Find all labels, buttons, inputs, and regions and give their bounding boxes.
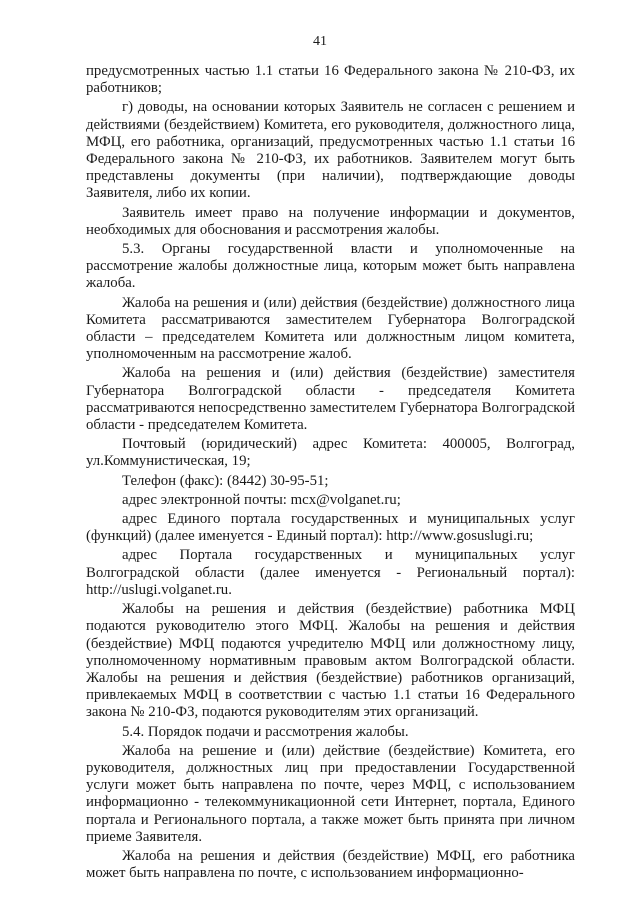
paragraph: Жалобы на решения и действия (бездействие) работника МФЦ подаются руководителю этого МФЦ. Жалобы на решения и действия (бездействие) МФЦ подаются учредителю МФЦ или должностному лицу, уполномоченному нормативным правовым актом Волгоградской области. Жалобы на решения и действия (бездействие) работников организаций, привлекаемых МФЦ в соответствии с частью 1.1 статьи 16 Федерального закона № 210-ФЗ, подаются руководителям этих организаций. [86, 601, 575, 721]
paragraph: адрес электронной почты: mcx@volganet.ru; [122, 491, 401, 508]
paragraph: 5.3. Органы государственной власти и уполномоченные на рассмотрение жалобы должностные лица, которым может быть направлена жалоба. [86, 241, 575, 292]
paragraph: адрес Портала государственных и муниципальных услуг Волгоградской области (далее именуется - Региональный портал): http://uslugi.volganet.ru. [86, 547, 575, 598]
paragraph: предусмотренных частью 1.1 статьи 16 Федерального закона № 210-ФЗ, их работников; [86, 63, 575, 97]
paragraph: Жалоба на решения и действия (бездействие) МФЦ, его работника может быть направлена по почте, с использованием информационно- [86, 847, 575, 882]
paragraph: Жалоба на решение и (или) действие (бездействие) Комитета, его руководителя, должностных лиц при предоставлении Государственной услуги может быть направлена по почте, через МФЦ, с использованием информационно - телекоммуникационной сети Интернет, портала, Единого портала и Регионального портала, а также может быть принята при личном приеме Заявителя. [86, 742, 575, 845]
page-number: 41 [313, 34, 327, 49]
document-body [86, 63, 575, 884]
paragraph: 5.4. Порядок подачи и рассмотрения жалобы. [122, 723, 409, 740]
paragraph: г) доводы, на основании которых Заявитель не согласен с решением и действиями (бездействием) Комитета, его руководителя, должностного лица, МФЦ, его работника, организаций, предусмотренных частью 1.1 статьи 16 Федерального закона № 210-ФЗ, их работников. Заявителем могут быть представлены документы (при наличии), подтверждающие доводы Заявителя, либо их копии. [86, 99, 575, 202]
paragraph: Жалоба на решения и (или) действия (бездействие) заместителя Губернатора Волгоградской области - председателя Комитета рассматриваются непосредственно заместителем Губернатора Волгоградской области - председателем Комитета. [86, 365, 576, 434]
paragraph: адрес Единого портала государственных и муниципальных услуг (функций) (далее именуется - Единый портал): http://www.gosuslugi.ru; [86, 511, 575, 545]
paragraph: Заявитель имеет право на получение информации и документов, необходимых для обоснования и рассмотрения жалобы. [86, 204, 575, 238]
paragraph: Телефон (факс): (8442) 30-95-51; [122, 472, 329, 489]
paragraph: Жалоба на решения и (или) действия (бездействие) должностного лица Комитета рассматриваются заместителем Губернатора Волгоградской области – председателем Комитета или должностным лицом комитета, уполномоченным на рассмотрение жалоб. [86, 294, 575, 363]
paragraph: Почтовый (юридический) адрес Комитета: 400005, Волгоград, ул.Коммунистическая, 19; [86, 436, 575, 470]
